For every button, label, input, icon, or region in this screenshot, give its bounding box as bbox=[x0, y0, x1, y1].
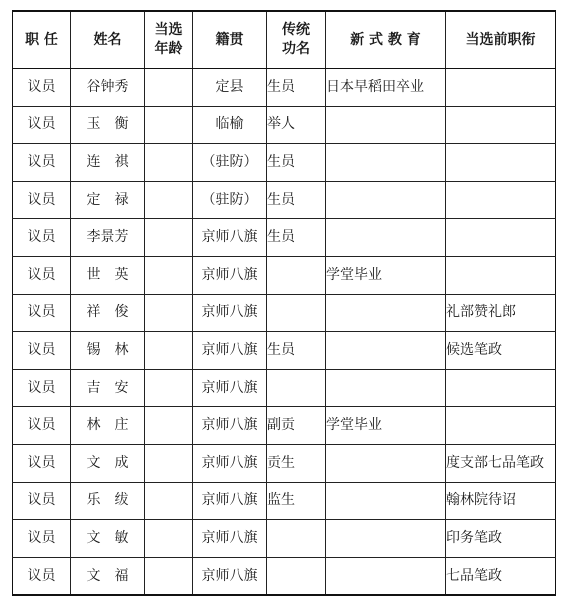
cell-origin: 京师八旗 bbox=[193, 332, 267, 370]
cell-origin: 京师八旗 bbox=[193, 557, 267, 595]
cell-degree bbox=[267, 557, 326, 595]
table-row bbox=[13, 106, 556, 144]
cell-prior-post: 礼部赞礼郎 bbox=[446, 294, 556, 332]
cell-origin: 京师八旗 bbox=[193, 520, 267, 558]
cell-education bbox=[326, 106, 446, 144]
cell-education: 日本早稻田卒业 bbox=[326, 69, 446, 107]
cell-origin: 京师八旗 bbox=[193, 219, 267, 257]
cell-degree: 生员 bbox=[267, 219, 326, 257]
cell-name: 祥 俊 bbox=[71, 294, 145, 332]
cell-education bbox=[326, 482, 446, 520]
table-row bbox=[13, 294, 556, 332]
cell-education: 学堂毕业 bbox=[326, 407, 446, 445]
cell-education bbox=[326, 520, 446, 558]
cell-prior-post bbox=[446, 181, 556, 219]
cell-origin: 京师八旗 bbox=[193, 444, 267, 482]
table-row bbox=[13, 69, 556, 107]
cell-prior-post bbox=[446, 219, 556, 257]
cell-age bbox=[145, 369, 193, 407]
cell-name: 乐 绂 bbox=[71, 482, 145, 520]
cell-name: 谷钟秀 bbox=[71, 69, 145, 107]
roster-sheet bbox=[12, 10, 556, 596]
cell-prior-post: 翰林院待诏 bbox=[446, 482, 556, 520]
cell-education bbox=[326, 369, 446, 407]
cell-prior-post: 七品笔政 bbox=[446, 557, 556, 595]
cell-role: 议员 bbox=[13, 256, 71, 294]
cell-degree bbox=[267, 369, 326, 407]
table-row bbox=[13, 557, 556, 595]
member-roster-table bbox=[12, 10, 556, 596]
cell-degree: 举人 bbox=[267, 106, 326, 144]
table-row bbox=[13, 482, 556, 520]
table-row bbox=[13, 144, 556, 182]
cell-origin: 临榆 bbox=[193, 106, 267, 144]
cell-name: 李景芳 bbox=[71, 219, 145, 257]
cell-role: 议员 bbox=[13, 332, 71, 370]
cell-age bbox=[145, 482, 193, 520]
header-degree bbox=[267, 11, 326, 69]
cell-origin: 京师八旗 bbox=[193, 407, 267, 445]
cell-age bbox=[145, 181, 193, 219]
table-row bbox=[13, 444, 556, 482]
header-age-text: 当选年龄 bbox=[154, 22, 183, 57]
cell-age bbox=[145, 106, 193, 144]
table-header-row bbox=[13, 11, 556, 69]
header-education: 新 式 教 育 bbox=[326, 11, 446, 69]
cell-education bbox=[326, 181, 446, 219]
cell-role: 议员 bbox=[13, 482, 71, 520]
cell-name: 锡 林 bbox=[71, 332, 145, 370]
cell-prior-post: 度支部七品笔政 bbox=[446, 444, 556, 482]
cell-prior-post bbox=[446, 407, 556, 445]
cell-role: 议员 bbox=[13, 219, 71, 257]
cell-name: 世 英 bbox=[71, 256, 145, 294]
table-row bbox=[13, 181, 556, 219]
cell-name: 定 禄 bbox=[71, 181, 145, 219]
cell-education bbox=[326, 144, 446, 182]
cell-origin: 定县 bbox=[193, 69, 267, 107]
cell-degree bbox=[267, 520, 326, 558]
table-row bbox=[13, 407, 556, 445]
cell-age bbox=[145, 444, 193, 482]
cell-age bbox=[145, 332, 193, 370]
cell-age bbox=[145, 520, 193, 558]
cell-prior-post: 印务笔政 bbox=[446, 520, 556, 558]
cell-name: 连 祺 bbox=[71, 144, 145, 182]
cell-education bbox=[326, 444, 446, 482]
cell-origin: （驻防） bbox=[193, 144, 267, 182]
header-role: 职 任 bbox=[13, 11, 71, 69]
table-body bbox=[13, 69, 556, 596]
cell-age bbox=[145, 256, 193, 294]
cell-name: 文 成 bbox=[71, 444, 145, 482]
cell-degree: 生员 bbox=[267, 144, 326, 182]
cell-role: 议员 bbox=[13, 106, 71, 144]
cell-education bbox=[326, 294, 446, 332]
cell-name: 文 敏 bbox=[71, 520, 145, 558]
cell-prior-post bbox=[446, 106, 556, 144]
cell-name: 玉 衡 bbox=[71, 106, 145, 144]
header-prior-post: 当选前职衔 bbox=[446, 11, 556, 69]
cell-degree bbox=[267, 294, 326, 332]
table-row bbox=[13, 256, 556, 294]
cell-degree: 生员 bbox=[267, 181, 326, 219]
cell-name: 文 福 bbox=[71, 557, 145, 595]
header-name: 姓名 bbox=[71, 11, 145, 69]
cell-origin: （驻防） bbox=[193, 181, 267, 219]
cell-prior-post bbox=[446, 69, 556, 107]
cell-degree: 贡生 bbox=[267, 444, 326, 482]
table-row bbox=[13, 332, 556, 370]
cell-role: 议员 bbox=[13, 444, 71, 482]
table-row bbox=[13, 219, 556, 257]
cell-origin: 京师八旗 bbox=[193, 294, 267, 332]
cell-education bbox=[326, 332, 446, 370]
cell-name: 林 庄 bbox=[71, 407, 145, 445]
cell-origin: 京师八旗 bbox=[193, 369, 267, 407]
header-origin: 籍贯 bbox=[193, 11, 267, 69]
cell-degree bbox=[267, 256, 326, 294]
cell-role: 议员 bbox=[13, 69, 71, 107]
table-row bbox=[13, 520, 556, 558]
cell-age bbox=[145, 144, 193, 182]
cell-role: 议员 bbox=[13, 294, 71, 332]
cell-age bbox=[145, 294, 193, 332]
cell-degree: 生员 bbox=[267, 332, 326, 370]
cell-name: 吉 安 bbox=[71, 369, 145, 407]
cell-education bbox=[326, 557, 446, 595]
table-row bbox=[13, 369, 556, 407]
cell-education: 学堂毕业 bbox=[326, 256, 446, 294]
cell-role: 议员 bbox=[13, 557, 71, 595]
cell-origin: 京师八旗 bbox=[193, 256, 267, 294]
cell-role: 议员 bbox=[13, 407, 71, 445]
cell-origin: 京师八旗 bbox=[193, 482, 267, 520]
cell-role: 议员 bbox=[13, 181, 71, 219]
cell-role: 议员 bbox=[13, 144, 71, 182]
cell-age bbox=[145, 219, 193, 257]
cell-education bbox=[326, 219, 446, 257]
cell-degree: 副贡 bbox=[267, 407, 326, 445]
cell-prior-post: 候选笔政 bbox=[446, 332, 556, 370]
cell-degree: 监生 bbox=[267, 482, 326, 520]
cell-role: 议员 bbox=[13, 520, 71, 558]
cell-prior-post bbox=[446, 256, 556, 294]
cell-age bbox=[145, 557, 193, 595]
header-degree-text: 传统功名 bbox=[282, 22, 310, 57]
cell-role: 议员 bbox=[13, 369, 71, 407]
cell-degree: 生员 bbox=[267, 69, 326, 107]
cell-age bbox=[145, 407, 193, 445]
cell-age bbox=[145, 69, 193, 107]
cell-prior-post bbox=[446, 369, 556, 407]
cell-prior-post bbox=[446, 144, 556, 182]
header-age bbox=[145, 11, 193, 69]
